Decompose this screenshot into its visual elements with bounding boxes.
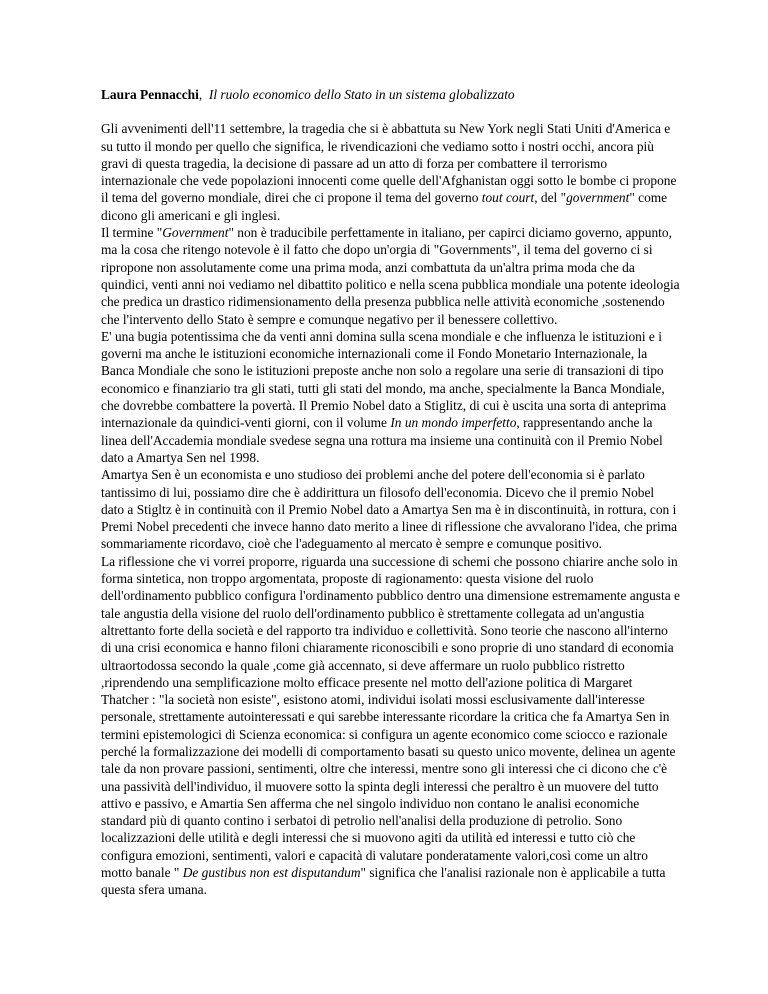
italic-text: government (566, 190, 630, 206)
text-run: " significa che l'analisi razionale non è applicabile a tutta questa sfera umana. (101, 865, 666, 898)
text-run: La riflessione che vi vorrei proporre, riguarda una successione di schemi che possono chiarire anche solo in forma sintetica, non troppo argomentata, proposte di ragionamento: questa visione del ruolo dell'ordinamento pubblico configura l'ordinamento pubblico dentro una dimensione estremamente angusta e tale angustia della visione del ruolo dell'ordinamento pubblico è strettamente collegata ad un'angustia altrettanto forte della società e del rapporto tra individuo e collettività. Sono teorie che nascono all'interno di una crisi economica e hanno filoni chiaramente riconoscibili e sono proprie di uno standard di economia ultraortodossa secondo la quale ,come già accennato, si deve affermare un ruolo pubblico ristretto ,riprendendo una semplificazione molto efficace presente nel motto dell'azione politica di Margaret Thatcher : "la società non esiste", esistono atomi, individui isolati mossi esclusivamente dall'interesse personale, strettamente autointeressati e qui sarebbe interessante ricordare la critica che fa Amartya Sen in termini epistemologici di Scienza economica: si configura un agente economico come sciocco e razionale perché la formalizzazione dei modelli di comportamento basati su questo unico movente, delinea un agente tale da non provare passioni, sentimenti, oltre che interessi, mentre sono gli interessi che ci dicono che c'è una passività dell'individuo, il muovere sotto la spinta degli interessi che peraltro è un muovere del tutto attivo e passivo, e Amartia Sen afferma che nel singolo individuo non contano le analisi economiche standard più di quanto contino i serbatoi di petrolio nell'analisi della produzione di petrolio. Sono localizzazioni delle utilità e degli interessi che si muovono agiti da utilità ed interessi e tutto ciò che configura emozioni, sentimenti, valori e capacità di valutare ponderatamente valori,così come un altro motto banale " (101, 553, 680, 881)
text-run: , del " (534, 190, 567, 206)
italic-text: In un mondo imperfetto (390, 415, 517, 431)
text-run: , rappresentando anche la linea dell'Accademia mondiale svedese segna una rottura ma insieme una continuità con il Premio Nobel dato a Amartya Sen nel 1998. (101, 415, 663, 465)
italic-text: tout court (481, 190, 535, 206)
author-name: Laura Pennacchi (101, 87, 199, 102)
heading-separator: , (198, 87, 203, 102)
paragraph (101, 120, 680, 224)
text-run: Il termine " (101, 225, 163, 241)
paragraph (101, 224, 680, 328)
paragraph (101, 553, 680, 899)
document-body (101, 120, 680, 898)
text-run: Amartya Sen è un economista e uno studioso dei problemi anche del potere dell'economia si è parlato tantissimo di lui, possiamo dire che è addirittura un filosofo dell'economia. Dicevo che il premio Nobel dato a Stigltz è in continuità con il Premio Nobel dato a Amartya Sen ma è in discontinuità, in rottura, con i Premi Nobel precedenti che invece hanno dato merito a linee di riflessione che avvalorano l'idea, che prima sommariamente ricordavo, cioè che l'adeguamento al mercato è sempre e comunque positivo. (101, 467, 678, 552)
paragraph (101, 466, 680, 552)
italic-text: Government (162, 225, 229, 241)
document-heading (101, 86, 680, 103)
work-title: Il ruolo economico dello Stato in un sistema globalizzato (208, 87, 515, 102)
text-run: E' una bugia potentissima che da venti anni domina sulla scena mondiale e che influenza le istituzioni e i governi ma anche le istituzioni economiche internazionali come il Fondo Monetario Internazionale, la Banca Mondiale che sono le istituzioni preposte anche non solo a regolare una serie di transazioni di tipo economico e finanziario tra gli stati, tutti gli stati del mondo, ma anche, specialmente la Banca Mondiale, che dovrebbe combattere la povertà. Il Premio Nobel dato a Stiglitz, di cui è uscita una sorta di anteprima internazionale da quindici-venti giorni, con il volume (101, 328, 667, 431)
text-run: Gli avvenimenti dell'11 settembre, la tragedia che si è abbattuta su New York negli Stati Uniti d'America e su tutto il mondo per quello che significa, le rivendicazioni che vediamo sotto i nostri occhi, ancora più gravi di questa tragedia, la decisione di passare ad un atto di forza per combattere il terrorismo internazionale che vede popolazioni innocenti come quelle dell'Afghanistan oggi sotto le bombe ci propone il tema del governo mondiale, direi che ci propone il tema del governo (101, 121, 677, 206)
italic-text: De gustibus non est disputandum (182, 865, 361, 881)
paragraph (101, 328, 680, 466)
text-run: " non è traducibile perfettamente in italiano, per capirci diciamo governo, appunto, ma la cosa che ritengo notevole è il fatto che dopo un'orgia di "Governments", il tema del governo ci si ripropone non assolutamente come una prima moda, anzi combattuta da un'altra prima moda che da quindici, venti anni noi vediamo nel dibattito politico e nella scena pubblica mondiale una potente ideologia che predica un drastico ridimensionamento della presenza pubblica nelle attività economiche ,sostenendo che l'intervento dello Stato è sempre e comunque negativo per il benessere collettivo. (101, 225, 680, 327)
text-run: " come dicono gli americani e gli inglesi. (101, 190, 668, 223)
